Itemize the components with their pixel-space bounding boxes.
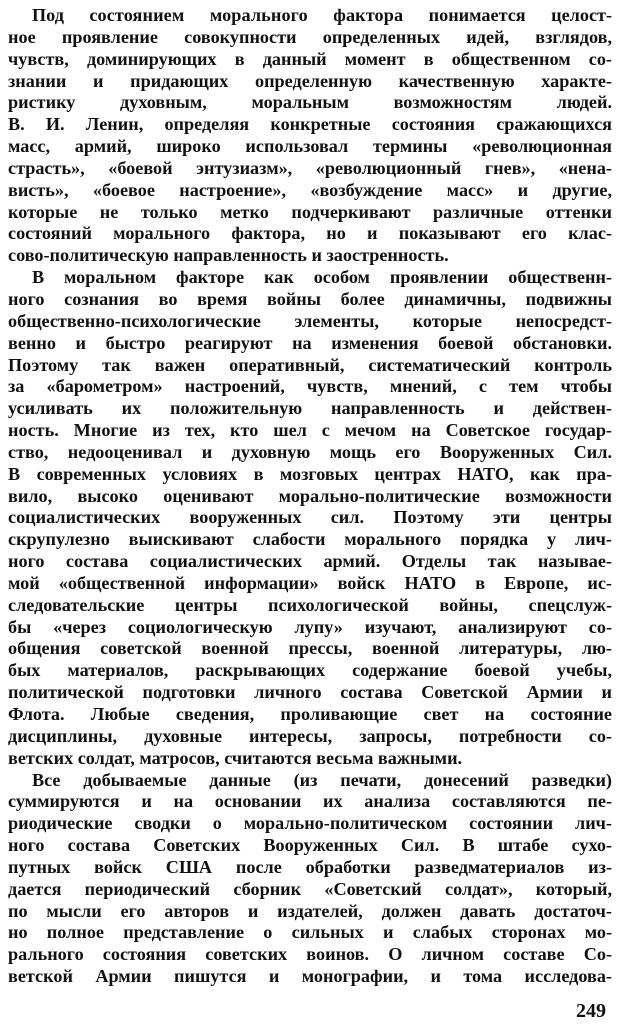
text-line: страсть», «боевой энтузиазм», «революционный гнев», «нена-	[8, 157, 612, 178]
text-line: ного сознания во время войны более динамичны, подвижны	[8, 288, 612, 309]
text-line: масс, армий, широко использовал термины «революционная	[8, 136, 612, 157]
text-line: ность. Многие из тех, кто шел с мечом на Советское государ-	[8, 420, 612, 441]
text-line: по мысли его авторов и издателей, должен давать достаточ-	[8, 900, 612, 921]
text-line: ство, недооценивал и духовную мощь его Вооруженных Сил.	[8, 441, 612, 462]
body-text	[8, 5, 612, 988]
text-line: состояний морального фактора, но и показывают его клас-	[8, 223, 612, 244]
text-line: ное проявление совокупности определенных идей, взглядов,	[8, 26, 612, 47]
text-line: общения советской военной прессы, военной литературы, лю-	[8, 638, 612, 659]
text-line: Поэтому так важен оперативный, систематический контроль	[8, 354, 612, 375]
text-line: Под состоянием морального фактора понимается целост-	[32, 5, 613, 25]
text-line: ветских солдат, матросов, считаются весьма важными.	[8, 747, 463, 768]
paragraph-3	[8, 770, 612, 988]
text-line: риодические сводки о морально-политическом состоянии лич-	[8, 813, 612, 834]
text-line: венно и быстро реагируют на изменения боевой обстановки.	[8, 332, 612, 353]
emphasized-term: состоянием морального фактора	[89, 5, 404, 25]
text-line: следовательские центры психологической войны, спецслуж-	[8, 594, 612, 615]
text-line: за «барометром» настроений, чувств, мнений, с тем чтобы	[8, 376, 612, 397]
text-line: висть», «боевое настроение», «возбуждение масс» и другие,	[8, 179, 612, 200]
text-line: бы «через социологическую лупу» изучают, анализируют со-	[8, 616, 612, 637]
text-line: Все добываемые данные (из печати, донесений разведки)	[32, 769, 612, 790]
text-line: ветской Армии пишутся и монографии, и тома исследова-	[8, 966, 612, 987]
text-line: но полное представление о сильных и слабых сторонах мо-	[8, 922, 612, 943]
page-number: 249	[576, 1000, 606, 1022]
text-line: социалистических вооруженных сил. Поэтому эти центры	[8, 507, 612, 528]
text-line: суммируются и на основании их анализа составляются пе-	[8, 791, 612, 812]
paragraph-1	[8, 5, 612, 267]
text-line: ного состава социалистических армий. Отделы так называе-	[8, 551, 612, 572]
text-line: вило, высоко оценивают морально-политические возможности	[8, 485, 612, 506]
text-line: политической подготовки личного состава Советской Армии и	[8, 682, 612, 703]
text-line: В. И. Ленин, определяя конкретные состояния сражающихся	[8, 114, 612, 135]
text-line: общественно-психологические элементы, которые непосредст-	[8, 310, 612, 331]
text-line: чувств, доминирующих в данный момент в общественном со-	[8, 48, 612, 69]
text-line: рального состояния советских воинов. О личном составе Со-	[8, 944, 612, 965]
text-line: дисциплины, духовные интересы, запросы, потребности со-	[8, 725, 612, 746]
text-line: дается периодический сборник «Советский солдат», который,	[8, 878, 612, 899]
text-line: знании и придающих определенную качественную характе-	[8, 70, 612, 91]
text-line: Флота. Любые сведения, проливающие свет на состояние	[8, 704, 612, 724]
text-line: В современных условиях в мозговых центрах НАТО, как пра-	[8, 463, 612, 484]
text-line: бых материалов, раскрывающих содержание боевой учебы,	[8, 660, 612, 681]
text-line: скрупулезно выискивают слабости морального порядка у лич-	[8, 529, 612, 550]
text-line: В моральном факторе как особом проявлении общественн-	[32, 267, 612, 288]
text-line: усиливать их положительную направленность и действен-	[8, 398, 612, 419]
text-line: которые не только метко подчеркивают различные оттенки	[8, 201, 612, 222]
text-line: путных войск США после обработки разведматериалов из-	[8, 856, 612, 877]
paragraph-2	[8, 267, 612, 769]
text-line: ного состава Советских Вооруженных Сил. В штабе сухо-	[8, 835, 612, 856]
text-line: сово-политическую направленность и заостренность.	[8, 245, 449, 266]
text-line: ристику духовным, моральным возможностям людей.	[8, 92, 612, 113]
text-line: мой «общественной информации» войск НАТО в Европе, ис-	[8, 572, 612, 593]
